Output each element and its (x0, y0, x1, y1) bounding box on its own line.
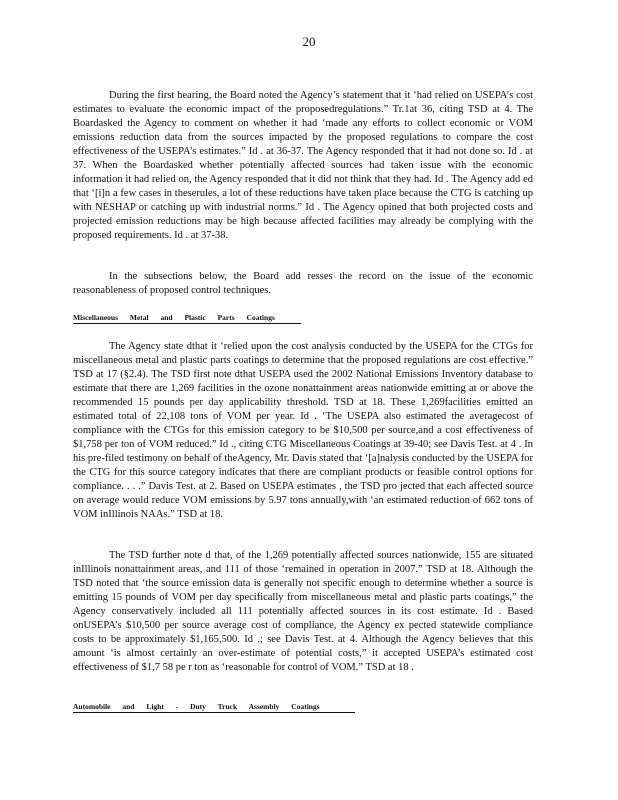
paragraph-cost-analysis: The Agency state dthat it ‘relied upon the cost analysis conducted by the USEPA for the CTGs for miscellaneous metal and plastic parts coatings to determine that the proposed regulations are cost effective.” TSD at 17 (§2.4). The TSD first note dthat USEPA used the 2002 National Emissions Inventory database to estimate that there are 1,269 facilities in the ozone nonattainment areas nationwide emitting at or above the recommended 15 pounds per day applicability threshold. TSD at 18. These 1,269facilities emitted an estimated total of 22,108 tons of VOM per year. Id . ‘The USEPA also estimated the averagecost of compliance with the CTGs for this emission category to be $10,500 per source,and a cost effectiveness of $1,758 per ton of VOM reduced.” Id ., citing CTG Miscellaneous Coatings at 39-40; see Davis Test. at 4 . In his pre-filed testimony on behalf of theAgency, Mr. Davis stated that ‘[a]nalysis conducted by the USEPA for the CTG for this source category indicates that there are compliant products or feasible control options for compliance. . . .” Davis Test. at 2. Based on USEPA estimates , the TSD pro jected that each affected source on average would reduce VOM emissions by 5.97 tons annually,with ‘an estimated reduction of 662 tons of VOM inIllinois NAAs.” TSD at 18. (73, 341, 533, 520)
heading-misc-metal-plastic-parts: Miscellaneous Metal and Plastic Parts Coatings (73, 313, 301, 324)
paragraph-subsections-intro: In the subsections below, the Board add resses the record on the issue of the economic reasonableness of proposed control techniques. (73, 271, 533, 296)
page-number: 20 (302, 34, 316, 49)
paragraph-first-hearing: During the first hearing, the Board noted the Agency’s statement that it ‘had relied on USEPA’s cost estimates to evaluate the economic impact of the proposedregulations.” Tr.1at 36, citing TSD at 4. The Boardasked the Agency to comment on whether it had ‘made any efforts to collect economic or VOM emissions reduction data from the sources impacted by the proposed regulations to compare the cost effectiveness of the USEPA’s estimates.” Id . at 36-37. The Agency responded that it had not done so. Id . at 37. When the Boardasked whether potentially affected sources had taken issue with the economic information it had relied on, the Agency responded that it did not think that they had. Id . The Agency add ed that ‘[i]n a few cases in theserules, a lot of these reductions have taken place because the CTG is catching up with NESHAP or catching up with industrial norms.” Id . The Agency opined that both projected costs and projected emission reductions may be high because affected facilities may already be complying with the proposed requirements. Id . at 37-38. (73, 90, 533, 241)
paragraph-illinois-sources: The TSD further note d that, of the 1,269 potentially affected sources nationwide, 155 are situated inIllinois nonattainment areas, and 111 of those ‘remained in operation in 2007.” TSD at 18. Although the TSD noted that ‘the source emission data is generally not specific enough to determine whether a source is emitting 15 pounds of VOM per day specifically from miscellaneous metal and plastic parts coatings,” the Agency conservatively included all 111 potentially affected sources in its cost estimate. Id . Based onUSEPA’s $10,500 per source average cost of compliance, the Agency ex pected statewide compliance costs to be approximately $1,165,500. Id .; see Davis Test. at 4. Although the Agency believes that this amount ‘is almost certainly an over-estimate of potential costs,” it accepted USEPA’s estimated cost effectiveness of $1,7 58 pe r ton as ‘reasonable for control of VOM.” TSD at 18 . (73, 550, 533, 673)
heading-automobile-light-duty-truck: Automobile and Light - Duty Truck Assembly Coatings (73, 702, 355, 713)
